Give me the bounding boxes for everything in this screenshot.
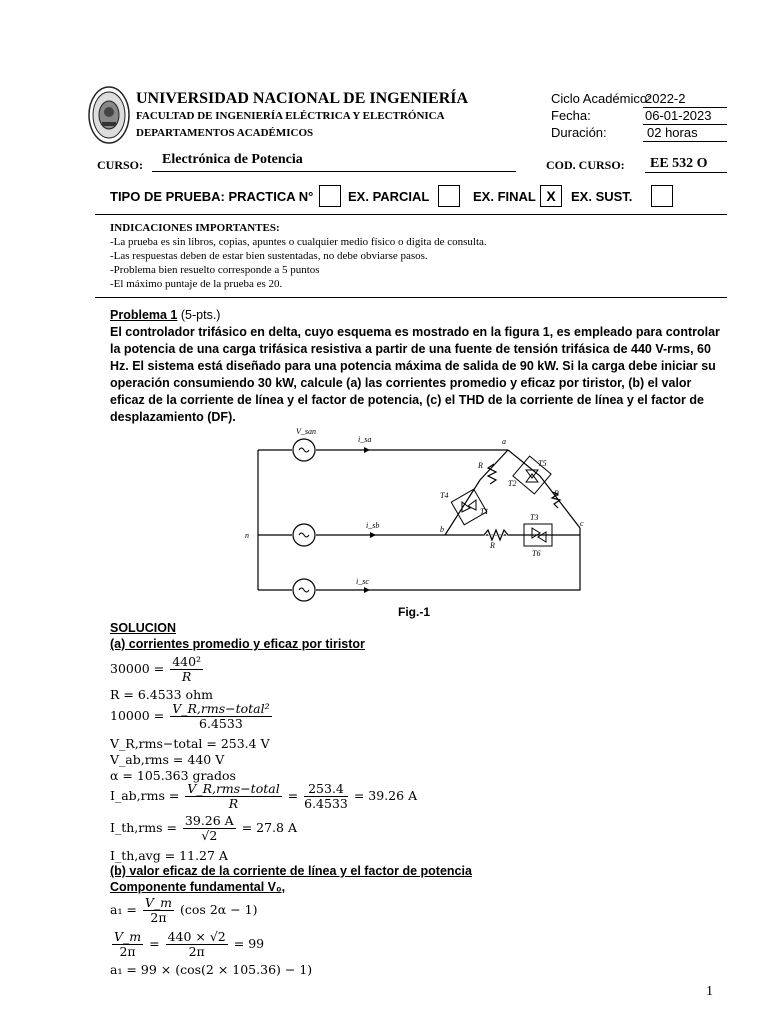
parcial-checkbox xyxy=(438,185,460,207)
thyristor-label-t1: T1 xyxy=(480,507,489,516)
test-type-final: EX. FINAL xyxy=(473,189,536,204)
test-type-sust: EX. SUST. xyxy=(571,189,633,204)
equation-power: 30000 = $\frac{\text{440²}}{R}$ xyxy=(110,654,202,684)
equation-alpha: α = 105.363 grados xyxy=(110,768,236,783)
thyristor-label-t2: T2 xyxy=(508,479,517,488)
cycle-label: Ciclo Académico: xyxy=(551,91,651,106)
date-value: 06-01-2023 xyxy=(645,108,712,123)
equation-vab-rms: V_ab,rms = 440 V xyxy=(110,752,225,767)
resistor-label: R xyxy=(478,461,483,470)
university-name: UNIVERSIDAD NACIONAL DE INGENIERÍA xyxy=(136,90,469,107)
thyristor-label-t5: T5 xyxy=(538,459,547,468)
course-value: Electrónica de Potencia xyxy=(162,152,303,167)
resistor-label: R xyxy=(490,541,495,550)
solution-part-a: (a) corrientes promedio y eficaz por tiristor xyxy=(110,637,365,651)
equation-ith-avg: I_th,avg = 11.27 A xyxy=(110,848,228,863)
equation-ith-rms: I_th,rms = $\frac{39.26 A}{√2}$ = 27.8 A xyxy=(110,813,297,843)
university-seal-logo xyxy=(88,86,130,144)
date-label: Fecha: xyxy=(551,108,591,123)
label-i-sc: i_sc xyxy=(356,577,369,586)
instruction-item: -La prueba es sin libros, copias, apuntes o cualquier medio físico o digita de consulta. xyxy=(110,236,487,248)
resistor-label: R xyxy=(554,489,559,498)
solution-part-b: (b) valor eficaz de la corriente de línea y el factor de potencia xyxy=(110,864,472,878)
duration-label: Duración: xyxy=(551,125,607,140)
equation-resistance: R = 6.4533 ohm xyxy=(110,687,213,702)
equation-a1: a₁ = $\frac{V\_m}{2\pi}$ (cos 2α − 1) xyxy=(110,895,258,925)
figure-caption: Fig.-1 xyxy=(398,605,430,619)
equation-vm-over-2pi: $\frac{V\_m}{2\pi}$ = $\frac{440 \times √2}{2\pi}$ = 99 xyxy=(114,929,265,959)
instruction-item: -Las respuestas deben de estar bien sustentadas, no debe obviarse pasos. xyxy=(110,250,428,262)
problem-title: Problema 1 xyxy=(110,308,178,322)
course-code-value: EE 532 O xyxy=(650,156,708,171)
instruction-item: -El máximo puntaje de la prueba es 20. xyxy=(110,278,283,290)
instruction-item: -Problema bien resuelto corresponde a 5 puntos xyxy=(110,264,320,276)
test-type-practica: TIPO DE PRUEBA: PRACTICA N° xyxy=(110,189,314,204)
test-type-parcial: EX. PARCIAL xyxy=(348,189,430,204)
course-code-label: COD. CURSO: xyxy=(546,158,625,172)
sust-checkbox xyxy=(651,185,673,207)
label-i-sb: i_sb xyxy=(366,521,380,530)
node-c: c xyxy=(580,519,584,528)
delta-controller-circuit-diagram xyxy=(240,420,600,610)
duration-value: 02 horas xyxy=(647,125,698,140)
course-label: CURSO: xyxy=(97,158,144,172)
cycle-value: 2022-2 xyxy=(645,91,686,106)
thyristor-label-t4: T4 xyxy=(440,491,449,500)
equation-iab-rms: I_ab,rms = $\frac{\text{V\_R,rms−total}}{R}$ = $\frac{253.4}{6.4533}$ = 39.26 A xyxy=(110,781,418,811)
thyristor-label-t6: T6 xyxy=(532,549,541,558)
faculty-name: FACULTAD DE INGENIERÍA ELÉCTRICA Y ELECTRÓNICA xyxy=(136,110,445,122)
divider-bottom xyxy=(95,297,727,298)
equation-power-30: 10000 = $\frac{\text{V\_R,rms−total²}}{6.4533}$ xyxy=(110,701,270,731)
equation-vr-rms: V_R,rms−total = 253.4 V xyxy=(110,736,270,751)
final-checkbox: X xyxy=(540,185,562,207)
node-n: n xyxy=(245,531,249,540)
instructions-title: INDICACIONES IMPORTANTES: xyxy=(110,222,280,234)
label-i-sa: i_sa xyxy=(358,435,372,444)
problem-points: (5-pts.) xyxy=(180,308,221,322)
equation-a1-numeric: a₁ = 99 × (cos(2 × 105.36) − 1) xyxy=(110,962,313,977)
divider-top xyxy=(95,214,727,215)
problem-text: El controlador trifásico en delta, cuyo esquema es mostrado en la figura 1, es empleado para controlar la potencia de una carga trifásica resistiva a partir de una fuente de tensión trifásica de 440 V-rms, 60 Hz. El sistema está diseñado para una potencia máxima de salida de 90 kW. Si la carga debe iniciar su operación consumiendo 30 kW, calcule (a) las corrientes promedio y eficaz por tiristor, (b) el valor eficaz de la corriente de línea y el factor de potencia, (c) el THD de la corriente de línea y el factor de desplazamiento (DF). xyxy=(110,325,720,424)
department-name: DEPARTAMENTOS ACADÉMICOS xyxy=(136,127,314,139)
solution-title: SOLUCION xyxy=(110,621,176,635)
problem-statement xyxy=(110,307,720,426)
node-a: a xyxy=(502,437,506,446)
label-v-san: V_san xyxy=(296,427,316,436)
page-number: 1 xyxy=(706,984,713,999)
practica-checkbox xyxy=(319,185,341,207)
fundamental-component-heading: Componente fundamental V₀, xyxy=(110,880,286,894)
node-b: b xyxy=(440,525,444,534)
thyristor-label-t3: T3 xyxy=(530,513,539,522)
